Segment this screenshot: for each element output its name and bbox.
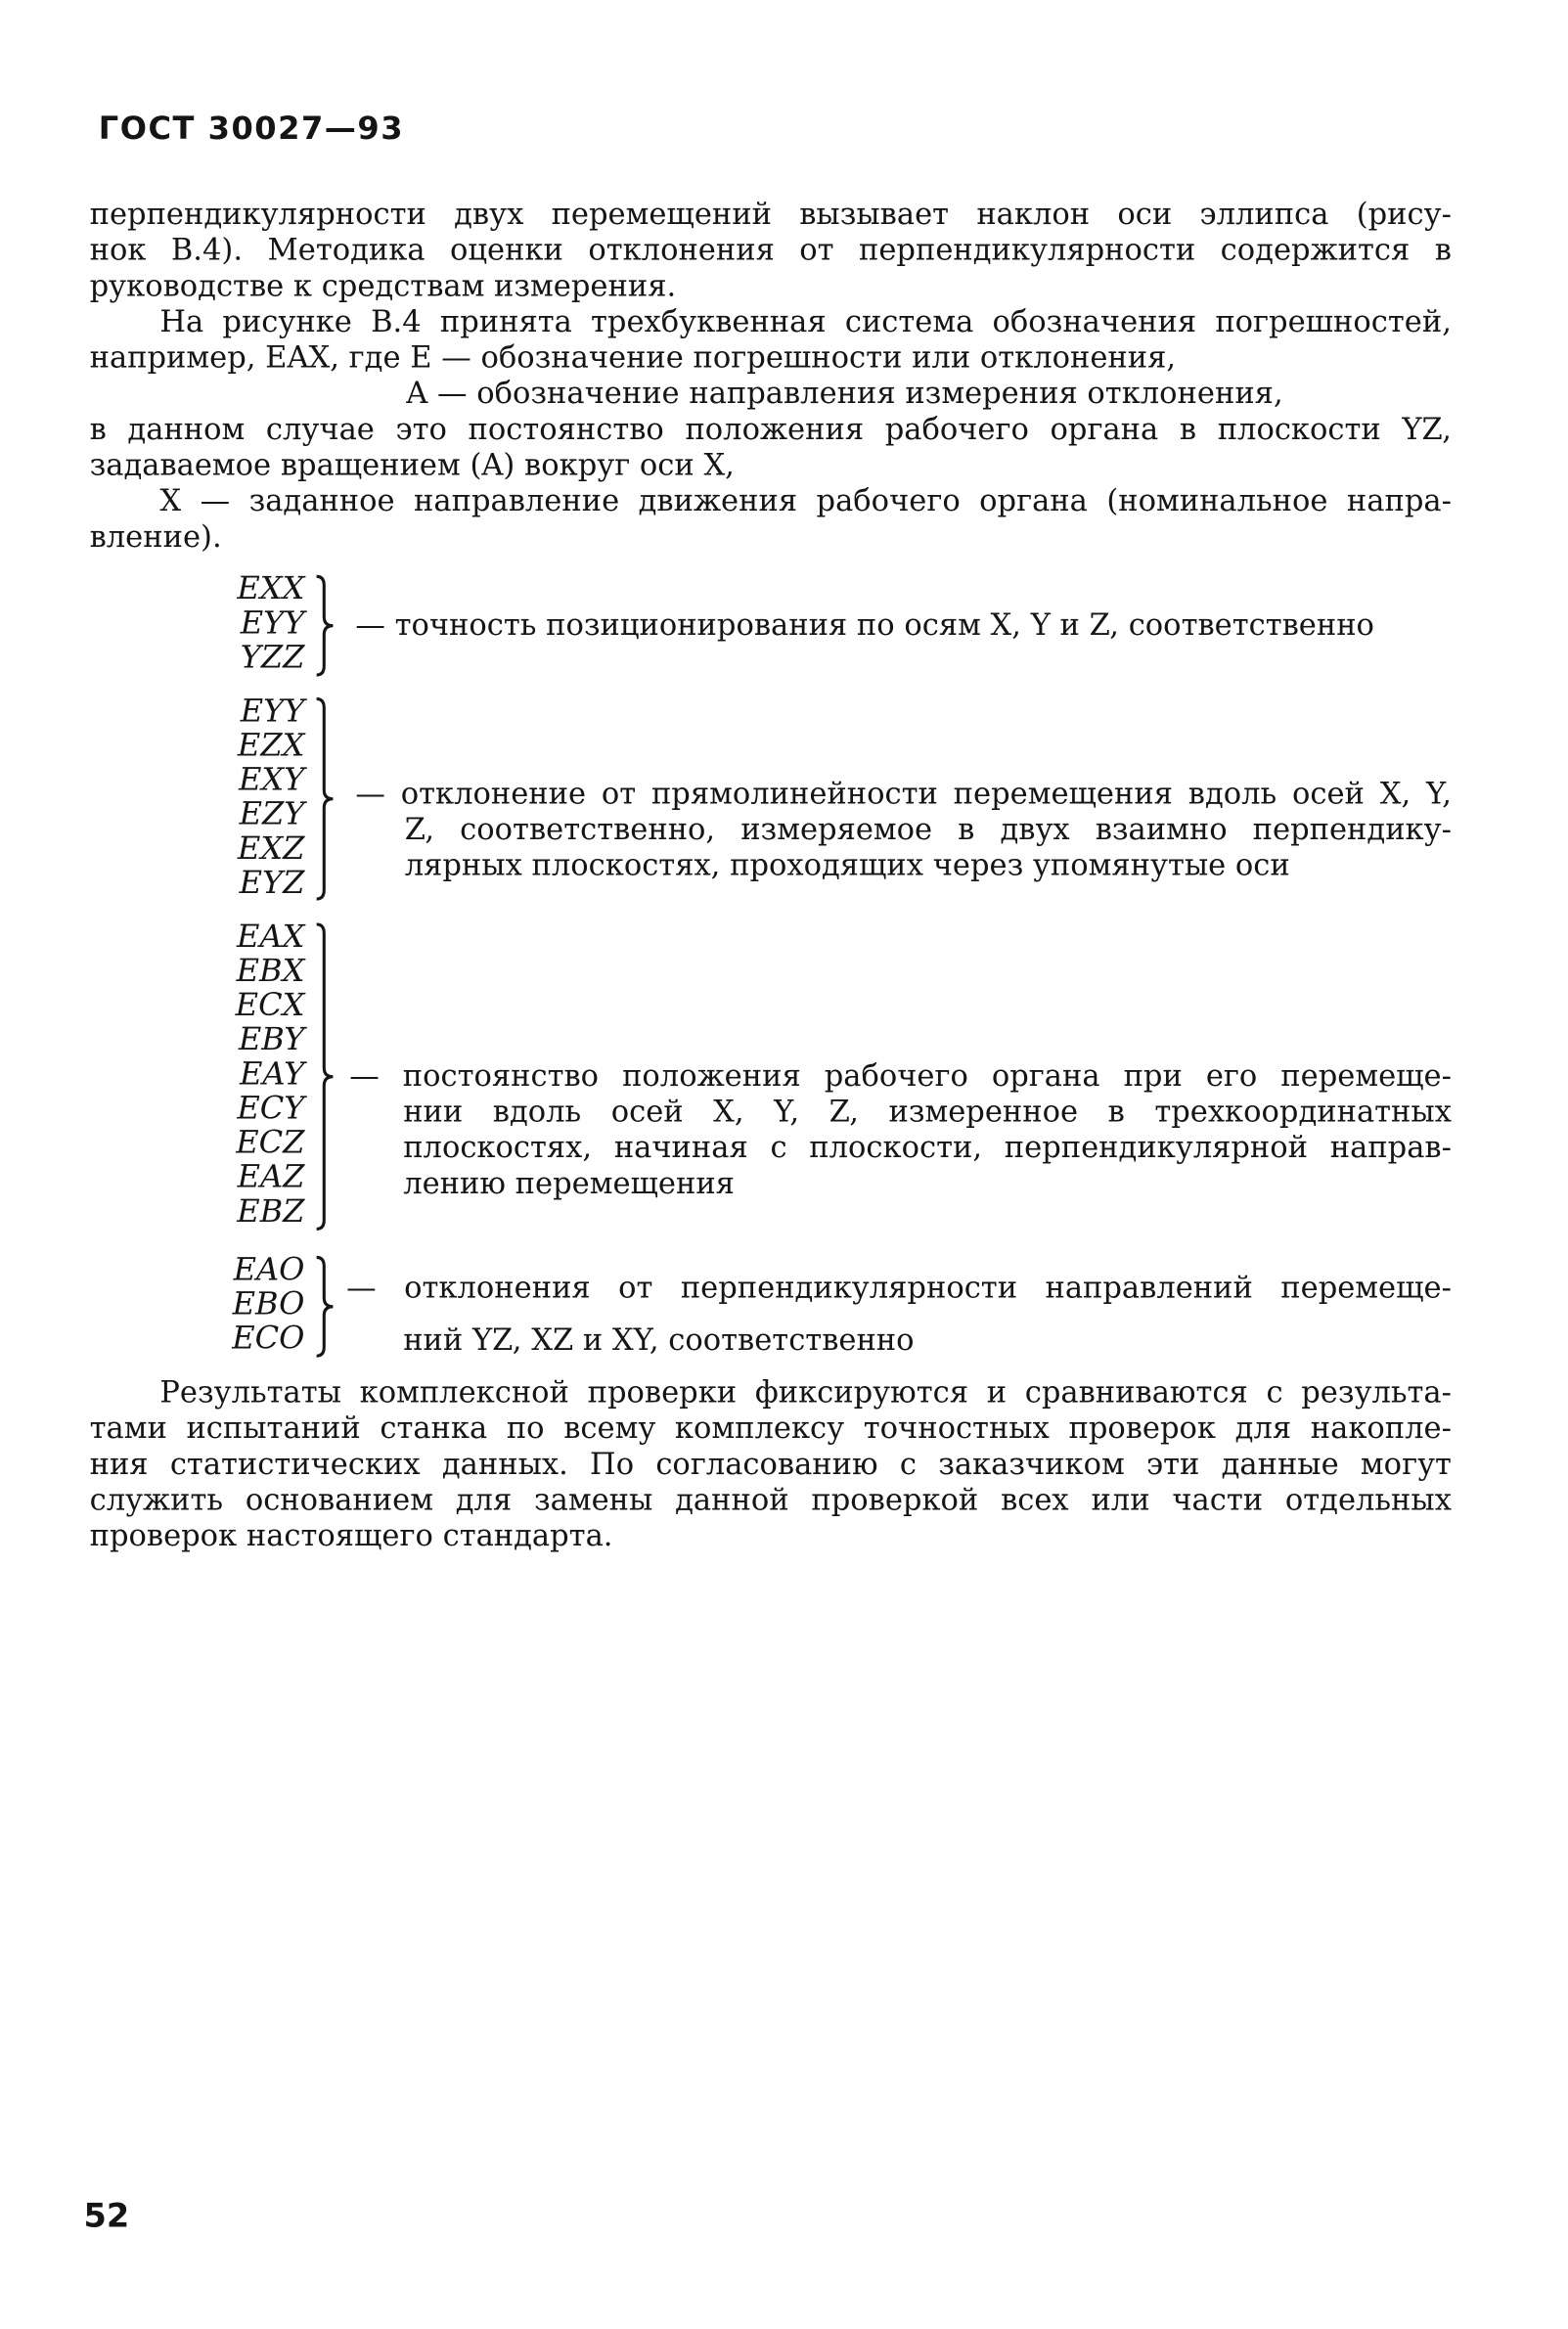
group-description: — постоянство положения рабочего органа при его перемеще- <box>349 1056 1452 1094</box>
symbol: EAZ <box>237 1158 305 1195</box>
text-line: например, EAX, где E — обозначение погрешности или отклонения, <box>89 338 1177 376</box>
symbol: ECY <box>237 1090 305 1127</box>
group-description: ний YZ, XZ и XY, соответственно <box>403 1321 915 1358</box>
symbol: EYY <box>240 605 305 641</box>
brace <box>311 695 337 902</box>
page-number: 52 <box>83 2198 130 2236</box>
group-description: лярных плоскостях, проходящих через упомянутые оси <box>404 846 1290 883</box>
text-line: На рисунке В.4 принята трехбуквенная система обозначения погрешностей, <box>159 302 1452 339</box>
text-line: нок В.4). Методика оценки отклонения от перпендикулярности содержится в <box>89 231 1452 268</box>
text-line: X — заданное направление движения рабочего органа (номинальное напра- <box>159 482 1452 518</box>
symbol: EBX <box>236 953 305 989</box>
brace <box>311 1254 337 1359</box>
text-line: в данном случае это постоянство положения рабочего органа в плоскости YZ, <box>89 410 1452 447</box>
symbol: ECO <box>232 1320 305 1357</box>
text-line: A — обозначение направления измерения отклонения, <box>406 375 1283 411</box>
symbol: EZY <box>239 795 305 832</box>
brace <box>311 573 337 678</box>
text-line: руководстве к средствам измерения. <box>89 267 677 303</box>
symbol: EBY <box>238 1021 305 1057</box>
symbol: EAX <box>237 918 305 955</box>
group-description: Z, соответственно, измеряемое в двух взаимно перпендику- <box>404 810 1452 847</box>
text-line: тами испытаний станка по всему комплексу точностных проверок для накопле- <box>89 1410 1452 1446</box>
text-line: перпендикулярности двух перемещений вызывает наклон оси эллипса (рису- <box>89 195 1452 232</box>
symbol: EYZ <box>239 864 305 901</box>
group-description: плоскостях, начиная с плоскости, перпендикулярной направ- <box>403 1129 1452 1165</box>
text-line: проверок настоящего стандарта. <box>89 1517 613 1553</box>
symbol: EXX <box>237 570 305 606</box>
symbol: EXY <box>239 761 305 798</box>
symbol: EAO <box>233 1251 305 1287</box>
symbol: EBO <box>232 1285 305 1322</box>
symbol: EBZ <box>237 1192 305 1230</box>
text-line: ния статистических данных. По согласованию с заказчиком эти данные могут <box>89 1445 1452 1482</box>
text-line: задаваемое вращением (A) вокруг оси X, <box>89 446 735 483</box>
group-description: нии вдоль осей X, Y, Z, измеренное в трехкоординатных <box>403 1093 1452 1130</box>
text-line: вление). <box>89 517 222 555</box>
symbol: EZX <box>237 727 305 764</box>
group-description: — точность позиционирования по осям X, Y и Z, соответственно <box>355 605 1374 643</box>
text-line: служить основанием для замены данной проверкой всех или части отдельных <box>89 1481 1452 1518</box>
group-description: лению перемещения <box>403 1164 735 1201</box>
group-description: — отклонение от прямолинейности перемещения вдоль осей X, Y, <box>355 775 1452 811</box>
text-line: Результаты комплексной проверки фиксируются и сравниваются с результа- <box>159 1373 1452 1411</box>
symbol: YZZ <box>240 639 305 676</box>
symbol: EYY <box>240 693 305 730</box>
group-description: — отклонения от перпендикулярности направлений перемеще- <box>346 1269 1452 1306</box>
symbol: EXZ <box>237 829 305 867</box>
brace <box>311 921 337 1232</box>
standard-header: ГОСТ 30027—93 <box>98 110 405 147</box>
symbol: EAY <box>240 1055 305 1092</box>
symbol: ECX <box>235 987 305 1023</box>
symbol: ECZ <box>236 1124 305 1161</box>
